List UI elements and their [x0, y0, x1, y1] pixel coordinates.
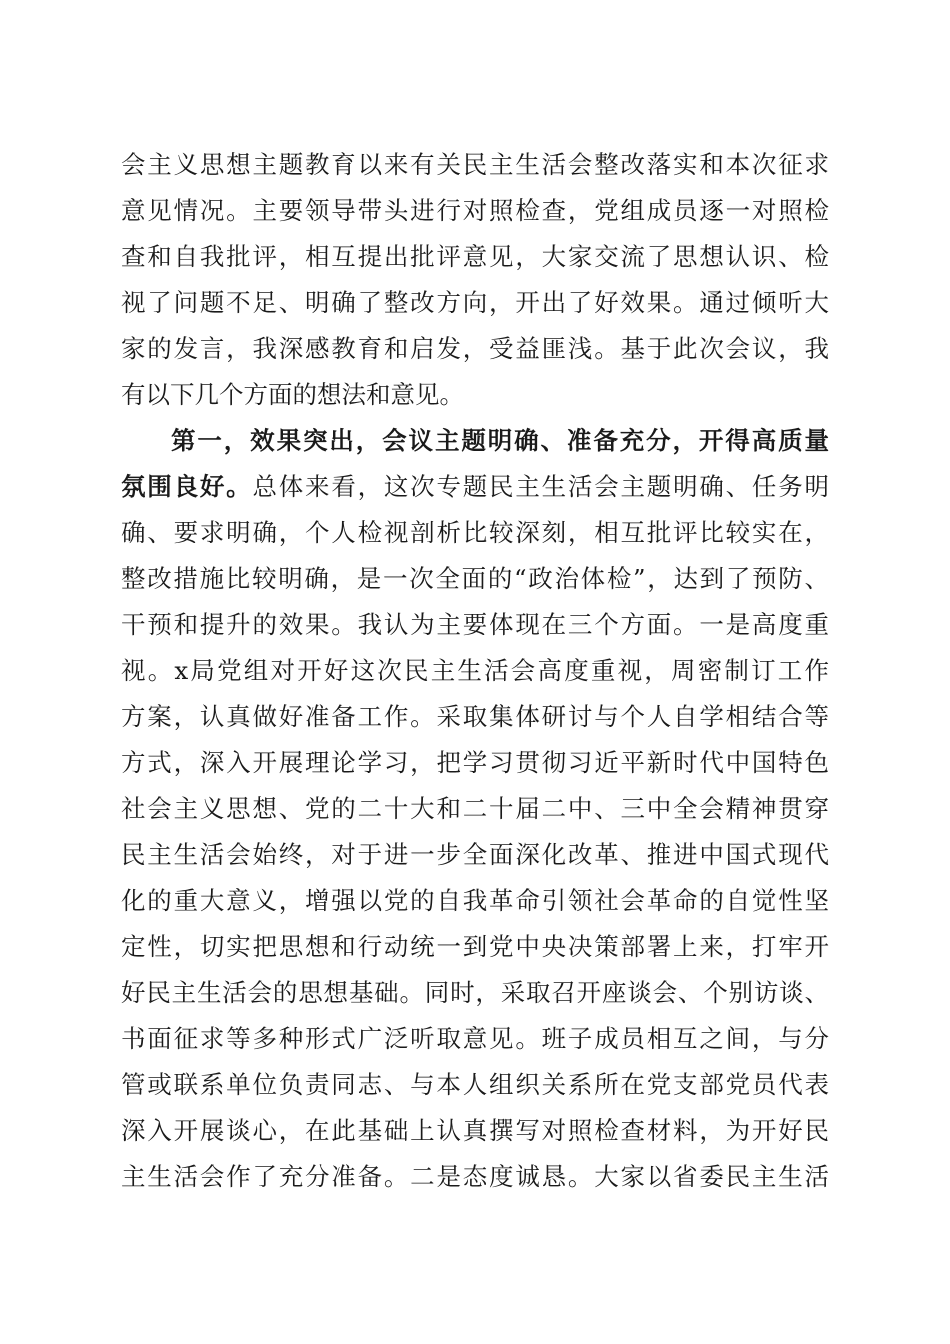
text-line: 意见情况。主要领导带头进行对照检查，党组成员逐一对照检 — [121, 196, 829, 225]
text-line: 方式，深入开展理论学习，把学习贯彻习近平新时代中国特色 — [121, 748, 829, 777]
text-line: 深入开展谈心，在此基础上认真撰写对照检查材料，为开好民 — [121, 1116, 829, 1145]
text-line: 好民主生活会的思想基础。同时，采取召开座谈会、个别访谈、 — [121, 978, 829, 1007]
text-line: 化的重大意义，增强以党的自我革命引领社会革命的自觉性坚 — [121, 886, 829, 915]
text-line: 干预和提升的效果。我认为主要体现在三个方面。一是高度重 — [121, 610, 829, 639]
text-line: 民主生活会始终，对于进一步全面深化改革、推进中国式现代 — [121, 840, 829, 869]
text-line — [121, 464, 829, 510]
text-line: 有以下几个方面的想法和意见。 — [121, 380, 464, 409]
text-span: 总体来看，这次专题民主生活会主题明确、任务明 — [252, 472, 830, 501]
text-line: 确、要求明确，个人检视剖析比较深刻，相互批评比较实在， — [121, 518, 829, 547]
section-heading-tail: 氛围良好。 — [121, 472, 253, 501]
text-line: 整改措施比较明确，是一次全面的“政治体检”，达到了预防、 — [121, 564, 829, 593]
text-line: 书面征求等多种形式广泛听取意见。班子成员相互之间，与分 — [121, 1024, 829, 1053]
text-line: 查和自我批评，相互提出批评意见，大家交流了思想认识、检 — [121, 242, 829, 271]
text-line: 视了问题不足、明确了整改方向，开出了好效果。通过倾听大 — [121, 288, 829, 317]
text-line: 社会主义思想、党的二十大和二十届二中、三中全会精神贯穿 — [121, 794, 829, 823]
text-line: 主生活会作了充分准备。二是态度诚恳。大家以省委民主生活 — [121, 1162, 829, 1191]
text-line: 方案，认真做好准备工作。采取集体研讨与个人自学相结合等 — [121, 702, 829, 731]
text-line: 定性，切实把思想和行动统一到党中央决策部署上来，打牢开 — [121, 932, 829, 961]
section-heading-line: 第一，效果突出，会议主题明确、准备充分，开得高质量 — [171, 426, 829, 455]
text-line: 会主义思想主题教育以来有关民主生活会整改落实和本次征求 — [121, 150, 829, 179]
text-line: 管或联系单位负责同志、与本人组织关系所在党支部党员代表 — [121, 1070, 829, 1099]
text-line: 视。x局党组对开好这次民主生活会高度重视，周密制订工作 — [121, 656, 829, 685]
text-line: 家的发言，我深感教育和启发，受益匪浅。基于此次会议，我 — [121, 334, 829, 363]
